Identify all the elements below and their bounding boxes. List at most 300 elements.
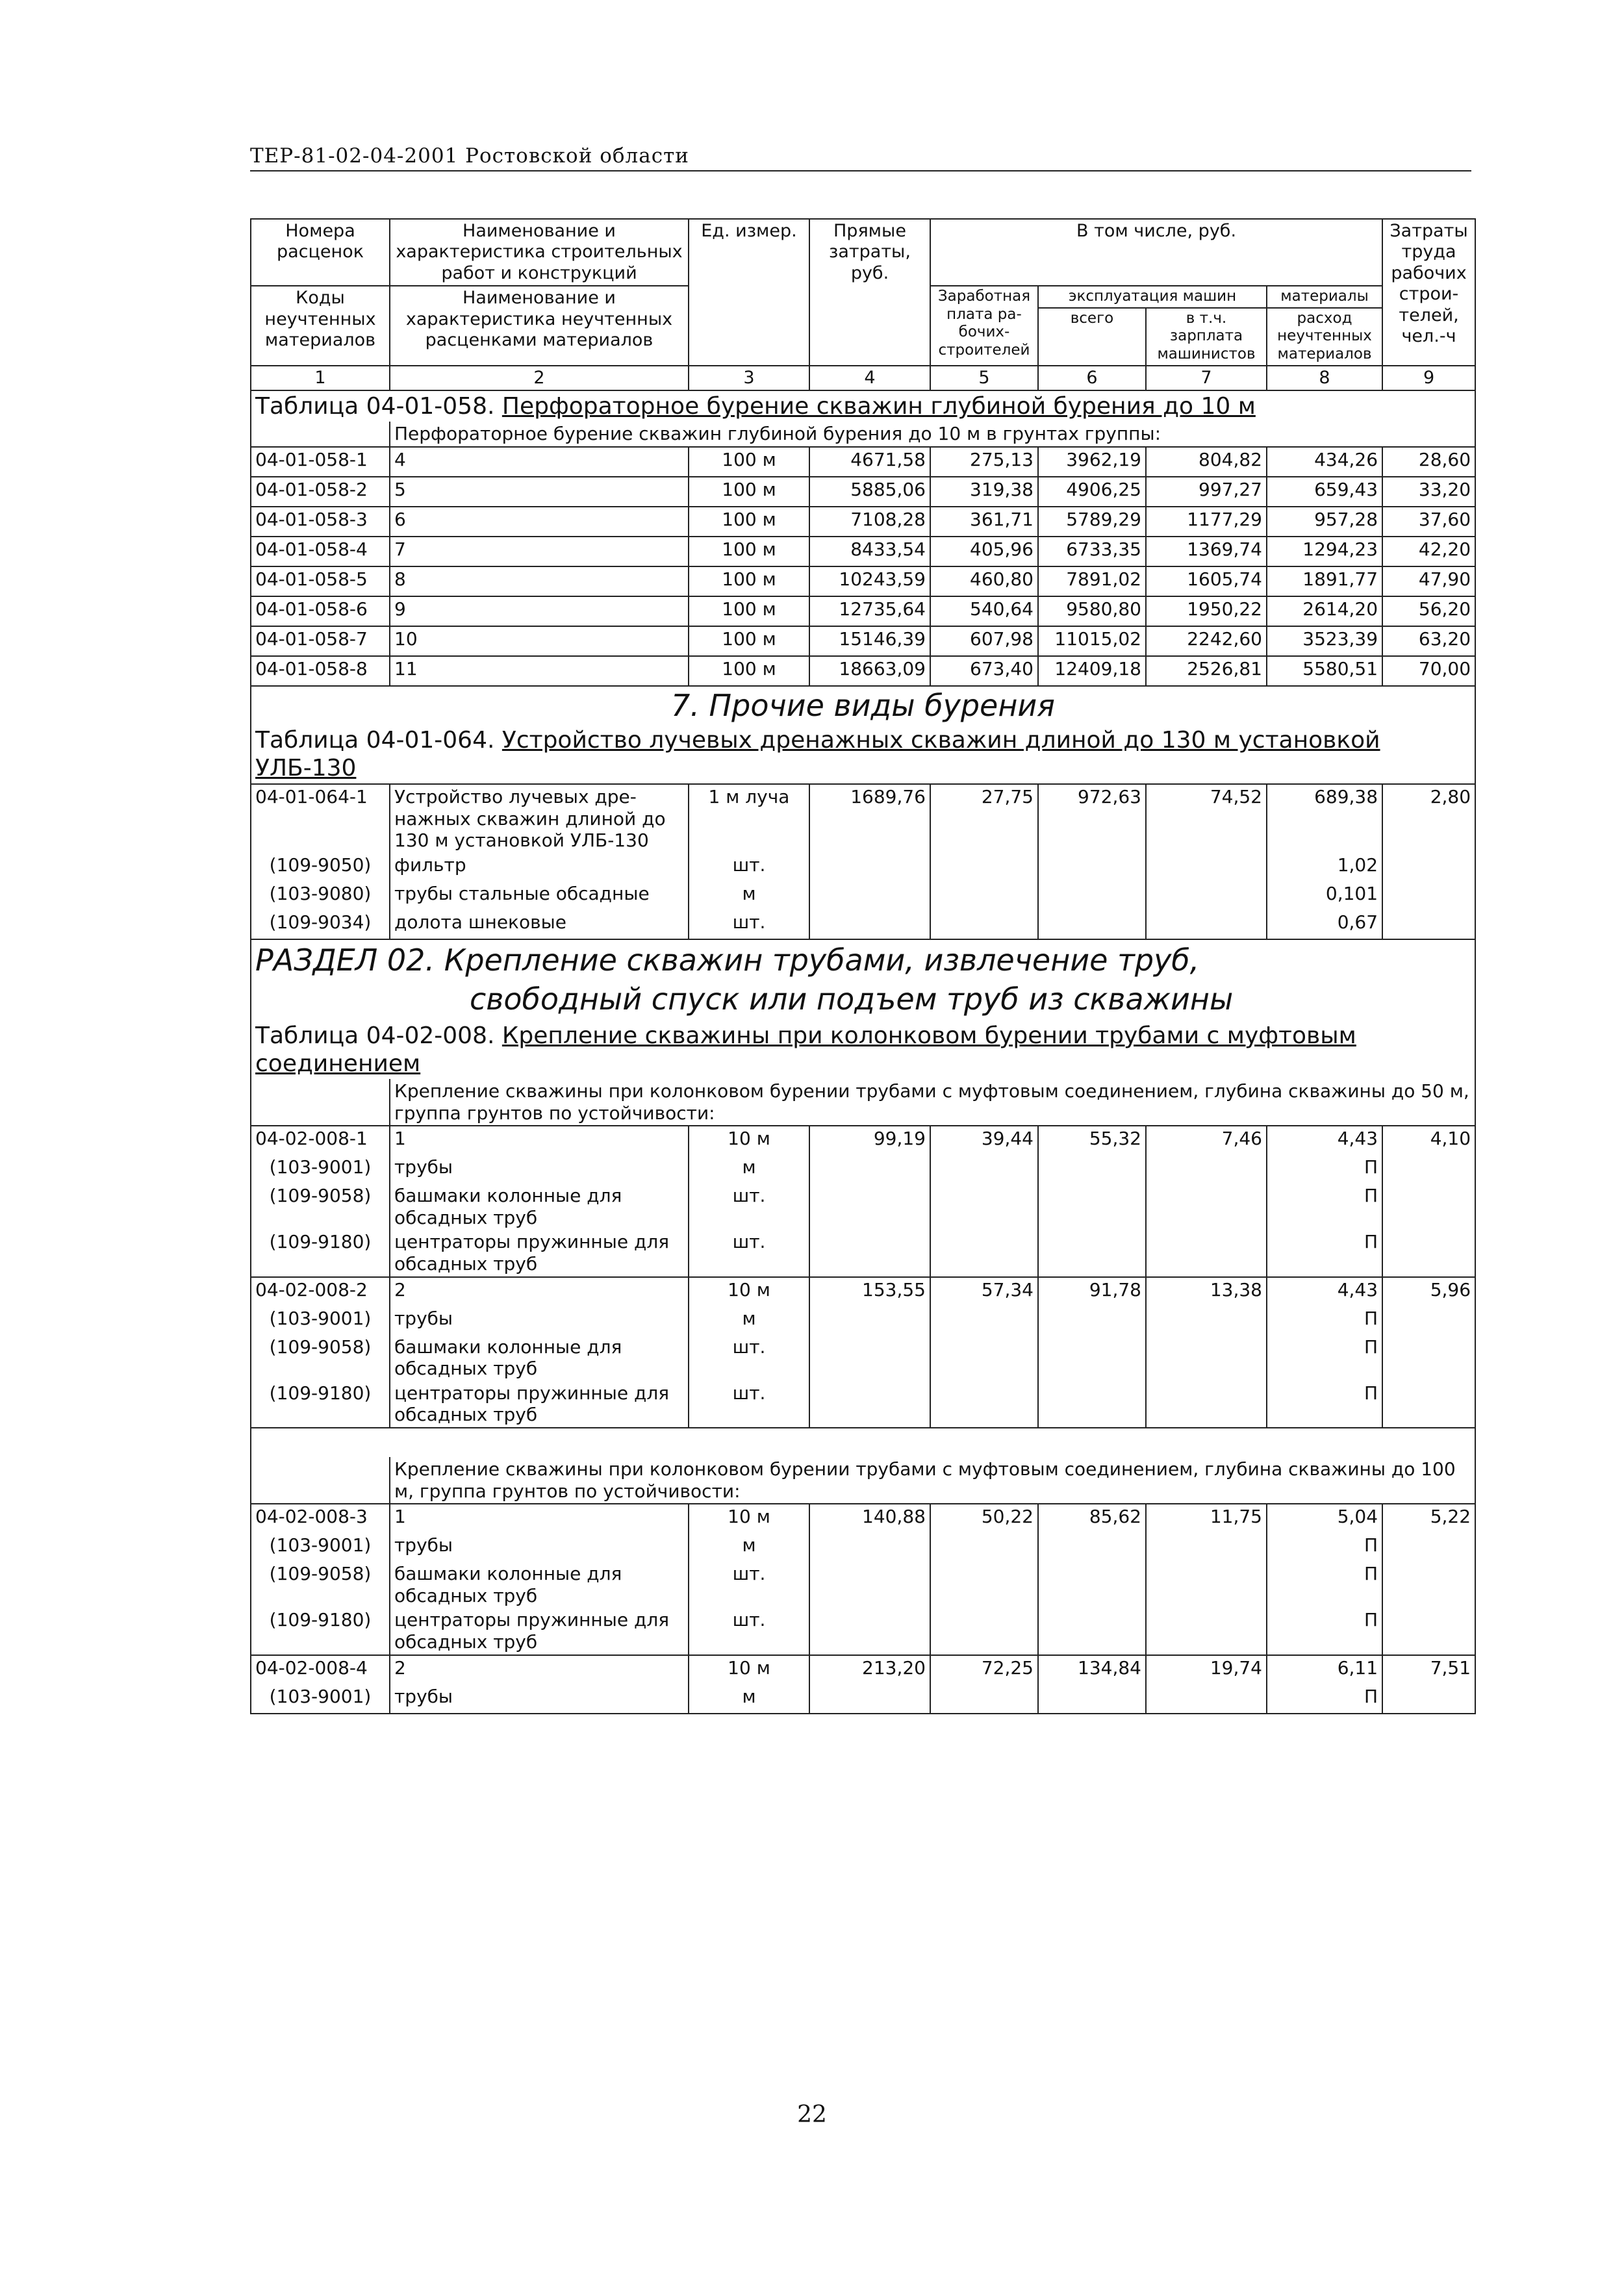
machines-value: 3962,19 <box>1038 447 1146 477</box>
rate-code: 04-02-008-4 <box>251 1655 390 1684</box>
direct-costs-value: 4671,58 <box>809 447 930 477</box>
direct-costs-value: 10243,59 <box>809 566 930 596</box>
blank-cell <box>930 1684 1038 1714</box>
rate-name: 9 <box>390 596 689 626</box>
material-quantity: 0,67 <box>1267 910 1382 939</box>
material-row <box>251 1184 1475 1230</box>
machines-wage-value: 1369,74 <box>1146 537 1267 566</box>
material-code: (109-9180) <box>251 1381 390 1428</box>
blank-cell <box>1382 1155 1475 1184</box>
blank-cell <box>1146 1608 1267 1655</box>
material-name: трубы стальные обсадные <box>390 881 689 910</box>
materials-value: 5,04 <box>1267 1504 1382 1533</box>
labor-value: 47,90 <box>1382 566 1475 596</box>
rate-unit: 100 м <box>689 447 809 477</box>
material-quantity: П <box>1267 1155 1382 1184</box>
rate-code: 04-02-008-1 <box>251 1126 390 1155</box>
rate-name: 1 <box>390 1504 689 1533</box>
table-number: Таблица 04-02-008. <box>255 1022 495 1049</box>
direct-costs-value: 7108,28 <box>809 507 930 537</box>
column-number: 1 <box>251 366 390 390</box>
blank-cell <box>809 1381 930 1428</box>
direct-costs-value: 5885,06 <box>809 477 930 507</box>
column-number: 8 <box>1267 366 1382 390</box>
direct-costs-value: 15146,39 <box>809 626 930 656</box>
blank-cell <box>809 1684 930 1714</box>
materials-value: 689,38 <box>1267 784 1382 853</box>
wages-value: 673,40 <box>930 656 1038 686</box>
materials-value: 659,43 <box>1267 477 1382 507</box>
blank-cell <box>1382 1381 1475 1428</box>
blank-cell <box>1382 1608 1475 1655</box>
material-code: (103-9001) <box>251 1155 390 1184</box>
direct-costs-value: 140,88 <box>809 1504 930 1533</box>
machines-wage-value: 2526,81 <box>1146 656 1267 686</box>
machines-wage-value: 1605,74 <box>1146 566 1267 596</box>
blank-cell <box>809 1533 930 1562</box>
material-name: трубы <box>390 1533 689 1562</box>
column-number: 4 <box>809 366 930 390</box>
rate-code: 04-01-058-2 <box>251 477 390 507</box>
blank-cell <box>930 1562 1038 1608</box>
material-code: (103-9001) <box>251 1684 390 1714</box>
material-unit: шт. <box>689 1381 809 1428</box>
labor-value: 42,20 <box>1382 537 1475 566</box>
table-title-cell <box>251 390 1475 422</box>
header-including: В том числе, руб. <box>930 219 1382 286</box>
materials-value: 4,43 <box>1267 1126 1382 1155</box>
rate-row <box>251 784 1475 853</box>
blank-cell <box>1146 1381 1267 1428</box>
rate-unit: 1 м луча <box>689 784 809 853</box>
labor-value: 28,60 <box>1382 447 1475 477</box>
machines-wage-value: 997,27 <box>1146 477 1267 507</box>
blank-cell <box>251 1428 1475 1457</box>
blank-cell <box>1382 881 1475 910</box>
rate-unit: 100 м <box>689 596 809 626</box>
header-unit: Ед. измер. <box>689 219 809 366</box>
subheading: Крепление скважины при колонковом бурении трубами с муфтовым соединением, глубина скважины до 50 м, группа грунтов по устойчивости: <box>390 1079 1475 1126</box>
wages-value: 275,13 <box>930 447 1038 477</box>
material-quantity: П <box>1267 1184 1382 1230</box>
direct-costs-value: 18663,09 <box>809 656 930 686</box>
material-code: (103-9001) <box>251 1533 390 1562</box>
table-number: Таблица 04-01-064. <box>255 726 495 754</box>
machines-wage-value: 19,74 <box>1146 1655 1267 1684</box>
labor-value: 4,10 <box>1382 1126 1475 1155</box>
part-title <box>251 939 1475 1021</box>
rate-name: 1 <box>390 1126 689 1155</box>
blank-cell <box>1146 881 1267 910</box>
running-header: ТЕР-81-02-04-2001 Ростовской области <box>250 144 1471 171</box>
rate-name: 2 <box>390 1277 689 1306</box>
material-unit: м <box>689 1155 809 1184</box>
material-unit: м <box>689 1533 809 1562</box>
blank-cell <box>809 853 930 881</box>
material-row <box>251 1533 1475 1562</box>
rate-row <box>251 507 1475 537</box>
table-caption: Перфораторное бурение скважин глубиной бурения до 10 м <box>501 392 1256 420</box>
blank-cell <box>930 1184 1038 1230</box>
material-row <box>251 910 1475 939</box>
wages-value: 50,22 <box>930 1504 1038 1533</box>
materials-value: 6,11 <box>1267 1655 1382 1684</box>
material-code: (109-9180) <box>251 1230 390 1276</box>
rate-row <box>251 477 1475 507</box>
rate-code: 04-02-008-3 <box>251 1504 390 1533</box>
blank-cell <box>1146 910 1267 939</box>
material-row <box>251 1381 1475 1428</box>
blank-cell <box>1038 881 1146 910</box>
materials-value: 3523,39 <box>1267 626 1382 656</box>
rate-name: 2 <box>390 1655 689 1684</box>
material-unit: шт. <box>689 1230 809 1276</box>
material-name: трубы <box>390 1155 689 1184</box>
labor-value: 33,20 <box>1382 477 1475 507</box>
blank-cell <box>930 881 1038 910</box>
column-number: 5 <box>930 366 1038 390</box>
table-caption: Устройство лучевых дренажных скважин длиной до 130 м установкой УЛБ-130 <box>255 726 1380 782</box>
machines-value: 7891,02 <box>1038 566 1146 596</box>
material-row <box>251 1608 1475 1655</box>
blank-cell <box>1146 1230 1267 1276</box>
material-quantity: П <box>1267 1306 1382 1335</box>
machines-value: 5789,29 <box>1038 507 1146 537</box>
wages-value: 540,64 <box>930 596 1038 626</box>
material-quantity: П <box>1267 1381 1382 1428</box>
table-title-cell <box>251 1021 1475 1079</box>
material-unit: шт. <box>689 1562 809 1608</box>
material-name: центраторы пружинные для обсадных труб <box>390 1381 689 1428</box>
rate-code: 04-01-058-6 <box>251 596 390 626</box>
machines-value: 91,78 <box>1038 1277 1146 1306</box>
blank-cell <box>251 1079 390 1126</box>
blank-cell <box>251 422 390 447</box>
wages-value: 361,71 <box>930 507 1038 537</box>
direct-costs-value: 213,20 <box>809 1655 930 1684</box>
rate-unit: 10 м <box>689 1655 809 1684</box>
material-name: трубы <box>390 1306 689 1335</box>
subheading: Перфораторное бурение скважин глубиной бурения до 10 м в грунтах группы: <box>390 422 1475 447</box>
material-row <box>251 1306 1475 1335</box>
machines-wage-value: 2242,60 <box>1146 626 1267 656</box>
rate-row <box>251 1277 1475 1306</box>
blank-cell <box>930 1533 1038 1562</box>
rate-row <box>251 447 1475 477</box>
material-unit: м <box>689 1306 809 1335</box>
spacer-row <box>251 1428 1475 1457</box>
blank-cell <box>1038 910 1146 939</box>
rate-code: 04-01-058-1 <box>251 447 390 477</box>
blank-cell <box>1382 1184 1475 1230</box>
direct-costs-value: 1689,76 <box>809 784 930 853</box>
labor-value: 5,22 <box>1382 1504 1475 1533</box>
table-header-row-1 <box>251 219 1475 286</box>
wages-value: 460,80 <box>930 566 1038 596</box>
rate-unit: 100 м <box>689 537 809 566</box>
header-work-name: Наименование и характеристика строительных работ и конструкций <box>390 219 689 286</box>
rates-table <box>250 218 1476 1714</box>
wages-value: 39,44 <box>930 1126 1038 1155</box>
material-quantity: П <box>1267 1562 1382 1608</box>
material-unit: шт. <box>689 1335 809 1381</box>
header-materials-unaccounted: расход неучтенных материалов <box>1267 308 1382 366</box>
table-caption: Крепление скважины при колонковом бурении трубами с муфтовым соединением <box>255 1022 1356 1077</box>
machines-value: 4906,25 <box>1038 477 1146 507</box>
header-machines: эксплуатация машин <box>1038 286 1267 308</box>
material-name: долота шнековые <box>390 910 689 939</box>
labor-value: 56,20 <box>1382 596 1475 626</box>
wages-value: 72,25 <box>930 1655 1038 1684</box>
blank-cell <box>809 1562 930 1608</box>
material-row <box>251 881 1475 910</box>
material-name: центраторы пружинные для обсадных труб <box>390 1230 689 1276</box>
labor-value: 7,51 <box>1382 1655 1475 1684</box>
material-code: (109-9180) <box>251 1608 390 1655</box>
table-title <box>251 725 1475 784</box>
blank-cell <box>1382 1306 1475 1335</box>
machines-value: 11015,02 <box>1038 626 1146 656</box>
blank-cell <box>1382 1533 1475 1562</box>
rate-row <box>251 566 1475 596</box>
blank-cell <box>1038 1562 1146 1608</box>
blank-cell <box>1146 1533 1267 1562</box>
column-numbers-row <box>251 366 1475 390</box>
material-code: (103-9080) <box>251 881 390 910</box>
machines-wage-value: 7,46 <box>1146 1126 1267 1155</box>
material-row <box>251 1230 1475 1276</box>
material-name: центраторы пружинные для обсадных труб <box>390 1608 689 1655</box>
labor-value: 70,00 <box>1382 656 1475 686</box>
material-unit: м <box>689 881 809 910</box>
blank-cell <box>930 1306 1038 1335</box>
material-code: (109-9050) <box>251 853 390 881</box>
blank-cell <box>1038 1684 1146 1714</box>
machines-value: 9580,80 <box>1038 596 1146 626</box>
material-code: (109-9058) <box>251 1335 390 1381</box>
rate-row <box>251 1655 1475 1684</box>
rate-name: Устройство лучевых дре-нажных скважин длиной до 130 м установкой УЛБ-130 <box>390 784 689 853</box>
blank-cell <box>809 1608 930 1655</box>
material-code: (103-9001) <box>251 1306 390 1335</box>
materials-value: 957,28 <box>1267 507 1382 537</box>
labor-value: 63,20 <box>1382 626 1475 656</box>
material-name: башмаки колонные для обсадных труб <box>390 1184 689 1230</box>
wages-value: 27,75 <box>930 784 1038 853</box>
rate-row <box>251 1504 1475 1533</box>
rate-code: 04-01-058-3 <box>251 507 390 537</box>
blank-cell <box>809 1155 930 1184</box>
blank-cell <box>809 910 930 939</box>
table-title <box>251 390 1475 422</box>
materials-value: 4,43 <box>1267 1277 1382 1306</box>
material-row <box>251 1684 1475 1714</box>
header-wages: Заработная плата ра-бочих-строителей <box>930 286 1038 365</box>
blank-cell <box>251 1457 390 1504</box>
rate-code: 04-01-058-4 <box>251 537 390 566</box>
page-number: 22 <box>797 2101 827 2128</box>
blank-cell <box>930 1381 1038 1428</box>
blank-cell <box>809 881 930 910</box>
blank-cell <box>930 1230 1038 1276</box>
blank-cell <box>809 1230 930 1276</box>
rate-name: 4 <box>390 447 689 477</box>
labor-value: 5,96 <box>1382 1277 1475 1306</box>
rate-row <box>251 1126 1475 1155</box>
blank-cell <box>1146 1684 1267 1714</box>
material-quantity: П <box>1267 1684 1382 1714</box>
section-title: 7. Прочие виды бурения <box>251 686 1475 725</box>
blank-cell <box>1146 853 1267 881</box>
column-number: 9 <box>1382 366 1475 390</box>
material-name: трубы <box>390 1684 689 1714</box>
material-unit: шт. <box>689 853 809 881</box>
column-number: 2 <box>390 366 689 390</box>
material-quantity: 0,101 <box>1267 881 1382 910</box>
header-material-codes: Коды неучтенных материалов <box>251 286 390 365</box>
rate-unit: 10 м <box>689 1277 809 1306</box>
column-number: 7 <box>1146 366 1267 390</box>
rate-row <box>251 626 1475 656</box>
subheading-row <box>251 1079 1475 1126</box>
blank-cell <box>1038 1230 1146 1276</box>
machines-value: 6733,35 <box>1038 537 1146 566</box>
column-number: 3 <box>689 366 809 390</box>
materials-value: 1891,77 <box>1267 566 1382 596</box>
blank-cell <box>1146 1155 1267 1184</box>
rate-code: 04-01-064-1 <box>251 784 390 853</box>
rate-name: 5 <box>390 477 689 507</box>
header-labor: Затраты труда рабочих строи-телей, чел.-ч <box>1382 219 1475 366</box>
material-quantity: П <box>1267 1533 1382 1562</box>
material-code: (109-9058) <box>251 1184 390 1230</box>
blank-cell <box>930 1335 1038 1381</box>
header-materials: материалы <box>1267 286 1382 308</box>
blank-cell <box>1146 1184 1267 1230</box>
blank-cell <box>1146 1335 1267 1381</box>
materials-value: 434,26 <box>1267 447 1382 477</box>
rate-code: 04-01-058-5 <box>251 566 390 596</box>
machines-value: 55,32 <box>1038 1126 1146 1155</box>
machines-value: 12409,18 <box>1038 656 1146 686</box>
header-direct-costs: Прямые затраты, руб. <box>809 219 930 366</box>
rate-row <box>251 596 1475 626</box>
blank-cell <box>1038 1381 1146 1428</box>
machines-wage-value: 74,52 <box>1146 784 1267 853</box>
subheading: Крепление скважины при колонковом бурении трубами с муфтовым соединением, глубина скважины до 100 м, группа грунтов по устойчивости: <box>390 1457 1475 1504</box>
part-heading <box>251 939 1475 1021</box>
material-name: фильтр <box>390 853 689 881</box>
rate-code: 04-01-058-8 <box>251 656 390 686</box>
materials-value: 1294,23 <box>1267 537 1382 566</box>
rate-unit: 100 м <box>689 626 809 656</box>
rate-row <box>251 537 1475 566</box>
blank-cell <box>930 1155 1038 1184</box>
machines-wage-value: 1177,29 <box>1146 507 1267 537</box>
material-row <box>251 1335 1475 1381</box>
material-name: башмаки колонные для обсадных труб <box>390 1335 689 1381</box>
material-unit: шт. <box>689 1608 809 1655</box>
header-material-names: Наименование и характеристика неучтенных расценками материалов <box>390 286 689 365</box>
blank-cell <box>1382 1684 1475 1714</box>
machines-wage-value: 13,38 <box>1146 1277 1267 1306</box>
blank-cell <box>809 1335 930 1381</box>
blank-cell <box>1382 1562 1475 1608</box>
material-row <box>251 1562 1475 1608</box>
material-quantity: П <box>1267 1230 1382 1276</box>
blank-cell <box>1038 853 1146 881</box>
blank-cell <box>1038 1608 1146 1655</box>
rate-unit: 100 м <box>689 656 809 686</box>
machines-wage-value: 11,75 <box>1146 1504 1267 1533</box>
blank-cell <box>930 1608 1038 1655</box>
blank-cell <box>1038 1184 1146 1230</box>
material-row <box>251 1155 1475 1184</box>
blank-cell <box>1382 1335 1475 1381</box>
blank-cell <box>930 910 1038 939</box>
column-number: 6 <box>1038 366 1146 390</box>
rate-name: 11 <box>390 656 689 686</box>
blank-cell <box>930 853 1038 881</box>
rate-unit: 10 м <box>689 1126 809 1155</box>
material-unit: шт. <box>689 1184 809 1230</box>
blank-cell <box>1146 1306 1267 1335</box>
material-code: (109-9034) <box>251 910 390 939</box>
blank-cell <box>1382 1230 1475 1276</box>
materials-value: 5580,51 <box>1267 656 1382 686</box>
material-unit: м <box>689 1684 809 1714</box>
rate-name: 6 <box>390 507 689 537</box>
rate-unit: 100 м <box>689 566 809 596</box>
material-quantity: П <box>1267 1335 1382 1381</box>
section-heading <box>251 686 1475 725</box>
direct-costs-value: 99,19 <box>809 1126 930 1155</box>
wages-value: 319,38 <box>930 477 1038 507</box>
direct-costs-value: 8433,54 <box>809 537 930 566</box>
machines-value: 972,63 <box>1038 784 1146 853</box>
materials-value: 2614,20 <box>1267 596 1382 626</box>
machines-wage-value: 1950,22 <box>1146 596 1267 626</box>
direct-costs-value: 12735,64 <box>809 596 930 626</box>
rate-unit: 100 м <box>689 477 809 507</box>
part-title-line1: РАЗДЕЛ 02. Крепление скважин трубами, извлечение труб, <box>255 943 1200 978</box>
material-unit: шт. <box>689 910 809 939</box>
labor-value: 2,80 <box>1382 784 1475 853</box>
blank-cell <box>1038 1533 1146 1562</box>
blank-cell <box>809 1184 930 1230</box>
material-name: башмаки колонные для обсадных труб <box>390 1562 689 1608</box>
labor-value: 37,60 <box>1382 507 1475 537</box>
table-title <box>251 1021 1475 1079</box>
subheading-row <box>251 1457 1475 1504</box>
wages-value: 57,34 <box>930 1277 1038 1306</box>
machines-value: 134,84 <box>1038 1655 1146 1684</box>
direct-costs-value: 153,55 <box>809 1277 930 1306</box>
machines-wage-value: 804,82 <box>1146 447 1267 477</box>
material-code: (109-9058) <box>251 1562 390 1608</box>
rate-code: 04-01-058-7 <box>251 626 390 656</box>
rate-row <box>251 656 1475 686</box>
table-number: Таблица 04-01-058. <box>255 392 495 420</box>
header-machines-total: всего <box>1038 308 1146 366</box>
header-machines-wage: в т.ч. зарплата машинистов <box>1146 308 1267 366</box>
blank-cell <box>1038 1306 1146 1335</box>
rate-unit: 10 м <box>689 1504 809 1533</box>
subheading-row <box>251 422 1475 447</box>
rate-name: 8 <box>390 566 689 596</box>
blank-cell <box>1038 1335 1146 1381</box>
header-rate-numbers: Номера расценок <box>251 219 390 286</box>
